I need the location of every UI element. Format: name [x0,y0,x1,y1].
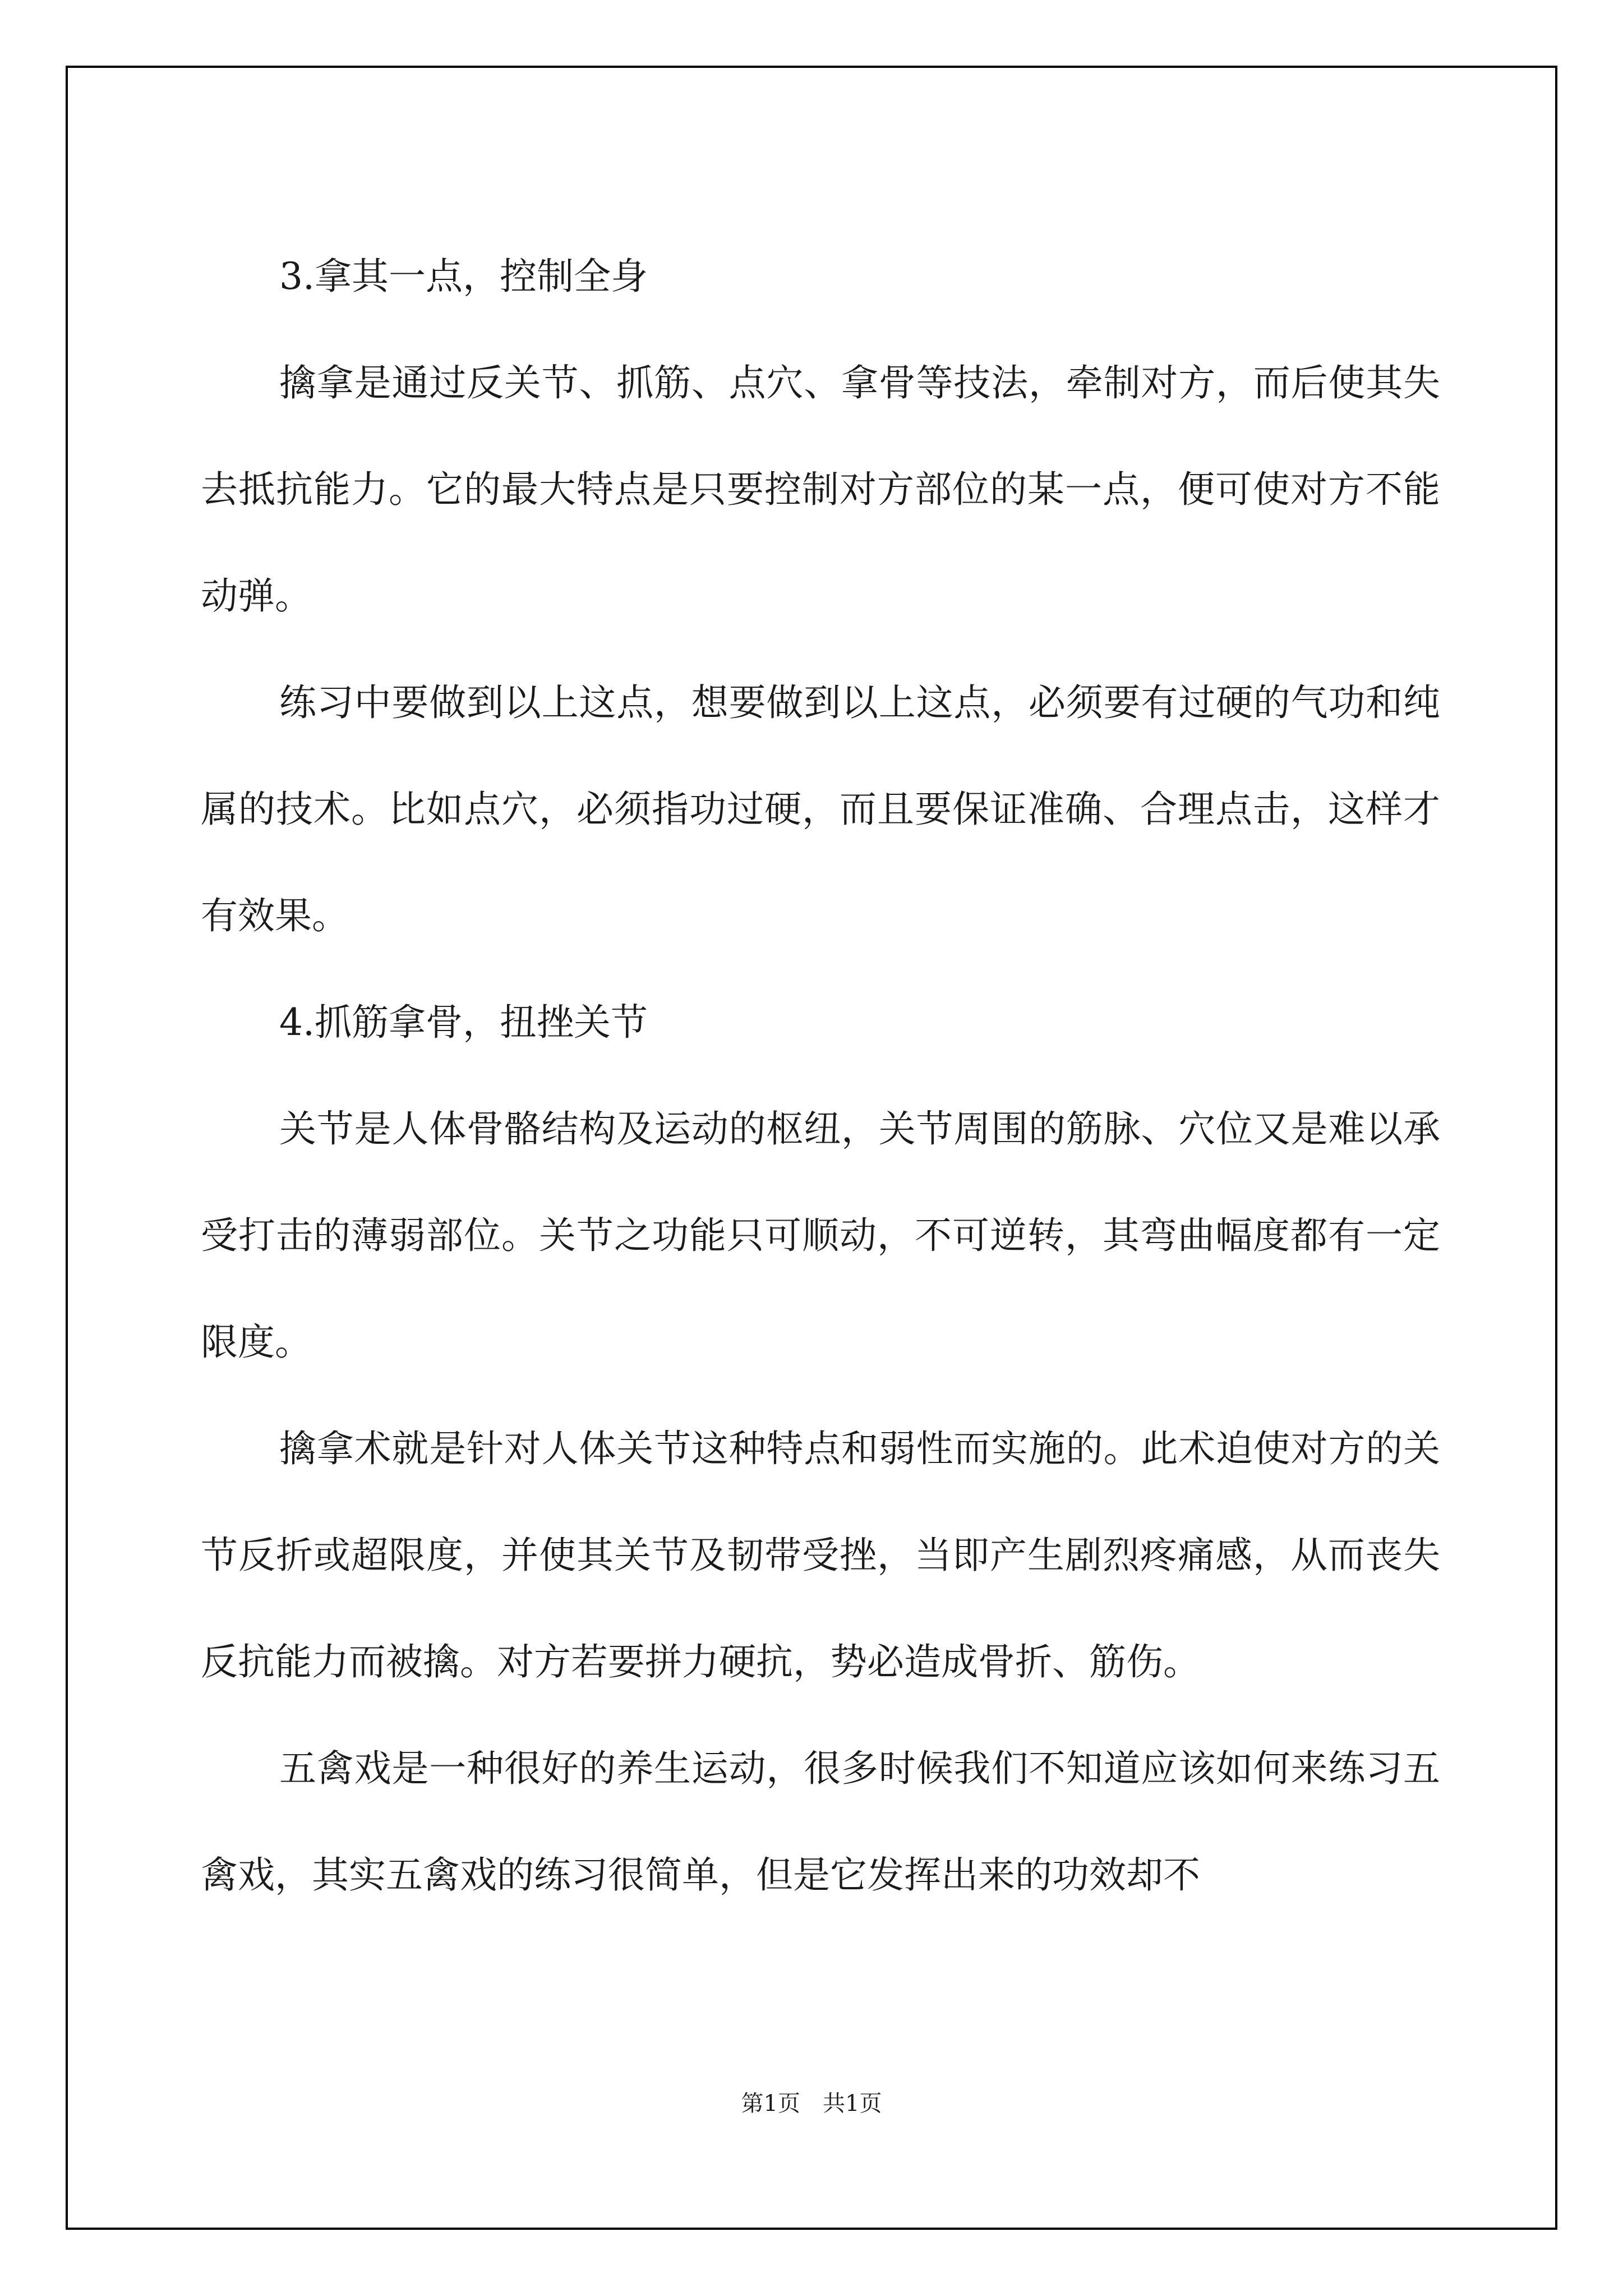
paragraph-heading-4: 4.抓筋拿骨，扭挫关节 [279,1001,648,1044]
document-body [201,223,1440,1929]
paragraph: 五禽戏是一种很好的养生运动，很多时候我们不知道应该如何来练习五禽戏，其实五禽戏的练习很简单，但是它发挥出来的功效却不 [201,1747,1440,1897]
paragraph: 擒拿是通过反关节、抓筋、点穴、拿骨等技法，牵制对方，而后使其失去抵抗能力。它的最大特点是只要控制对方部位的某一点，便可使对方不能动弹。 [201,361,1440,618]
paragraph: 关节是人体骨骼结构及运动的枢纽，关节周围的筋脉、穴位又是难以承受打击的薄弱部位。关节之功能只可顺动，不可逆转，其弯曲幅度都有一定限度。 [201,1107,1440,1364]
page-footer: 第1页 共1页 [741,2091,882,2116]
paragraph: 擒拿术就是针对人体关节这种特点和弱性而实施的。此术迫使对方的关节反折或超限度，并使其关节及韧带受挫，当即产生剧烈疼痛感，从而丧失反抗能力而被擒。对方若要拼力硬抗，势必造成骨折、筋伤。 [201,1427,1440,1683]
paragraph: 练习中要做到以上这点，想要做到以上这点，必须要有过硬的气功和纯属的技术。比如点穴，必须指功过硬，而且要保证准确、合理点击，这样才有效果。 [201,681,1440,937]
paragraph-heading-3: 3.拿其一点，控制全身 [279,255,648,298]
